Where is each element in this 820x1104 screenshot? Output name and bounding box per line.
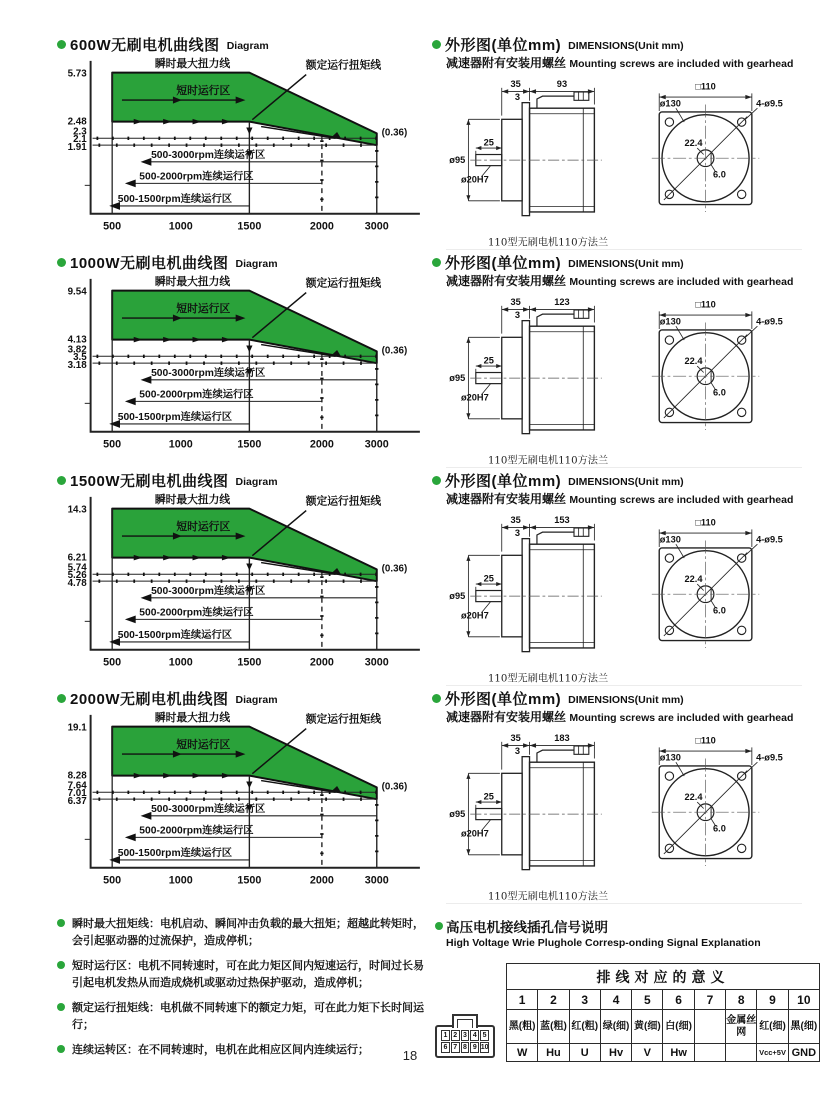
chart-title-en: Diagram (235, 693, 278, 706)
chart-title-en: Diagram (226, 39, 269, 52)
dims-title-zh: 外形图(单位mm) (445, 254, 562, 272)
y-tick: 6.21 (67, 552, 87, 564)
dim-key-width: 6.0 (713, 823, 726, 834)
bullet-icon (435, 922, 443, 930)
y-tick: 3.18 (67, 360, 87, 372)
wire-color-cell (694, 1010, 725, 1044)
zone-2000-label: 500-2000rpm连续运行区 (139, 607, 254, 619)
dim-square-flange: □110 (695, 299, 716, 310)
pin-number-cell: 8 (726, 990, 757, 1010)
wire-color-cell: 绿(细) (600, 1010, 631, 1044)
y-tick: 19.1 (67, 722, 87, 734)
torque-chart-block (57, 470, 432, 688)
x-tick: 500 (103, 438, 122, 451)
pin-number-cell: 4 (600, 990, 631, 1010)
x-tick: 3000 (364, 220, 389, 233)
y-tick: 7.64 (67, 780, 87, 792)
peak-line-label: 瞬时最大扭力线 (154, 493, 231, 506)
torque-curve-chart (57, 709, 429, 905)
end-value-label: (0.36) (381, 127, 408, 139)
zone-1500-label: 500-1500rpm连续运行区 (117, 412, 233, 423)
rated-line-label: 额定运行扭矩线 (305, 59, 382, 72)
bullet-icon (432, 40, 441, 49)
x-tick: 3000 (364, 438, 389, 451)
wire-color-row (507, 1010, 820, 1044)
chart-title-zh: 2000W无刷电机曲线图 (70, 690, 229, 708)
bullet-icon (432, 694, 441, 703)
dims-subtitle-zh: 减速器附有安装用螺丝 (446, 710, 567, 724)
pin-number-cell: 7 (694, 990, 725, 1010)
dim-shaft-key-height: 22.4 (684, 574, 703, 585)
dims-subtitle-en: Mounting screws are included with gearhead (569, 276, 794, 288)
dim-shaft-length: 25 (483, 355, 494, 366)
connector-pin: 4 (470, 1030, 479, 1041)
dimensions-block (432, 688, 810, 906)
pin-number-cell: 2 (538, 990, 569, 1010)
page-number: 18 (402, 1048, 418, 1063)
zone-1500-label: 500-1500rpm连续运行区 (117, 630, 233, 641)
x-tick: 1500 (237, 220, 262, 233)
y-tick: 6.37 (67, 796, 87, 808)
bullet-icon (432, 476, 441, 485)
dim-shaft-length: 25 (483, 137, 494, 148)
dims-title-en: DIMENSIONS(Unit mm) (568, 475, 684, 488)
note-text: 连续运转区：在不同转速时，电机在此相应区间内连续运行； (72, 1044, 369, 1056)
footer-area (57, 916, 820, 1068)
section-divider (446, 249, 802, 250)
dim-shaft-key-height: 22.4 (684, 138, 703, 149)
pin-number-cell: 6 (663, 990, 694, 1010)
dims-title (432, 470, 810, 490)
x-tick: 1000 (168, 656, 193, 669)
chart-title-zh: 1500W无刷电机曲线图 (70, 472, 229, 490)
chart-title-zh: 600W无刷电机曲线图 (70, 36, 220, 54)
dim-shaft-length: 25 (483, 791, 494, 802)
catalog-section (0, 34, 820, 252)
y-tick: 2.48 (67, 116, 87, 128)
peak-line-label: 瞬时最大扭力线 (154, 275, 231, 288)
front-view (652, 529, 759, 648)
zone-3000-label: 500-3000rpm连续运行区 (151, 585, 266, 597)
rated-line-label: 额定运行扭矩线 (305, 713, 382, 726)
dims-title-zh: 外形图(单位mm) (445, 472, 562, 490)
connector-pin: 6 (441, 1042, 450, 1053)
catalog-section (0, 688, 820, 906)
x-tick: 1500 (237, 438, 262, 451)
y-tick: 3.82 (67, 344, 87, 356)
torque-curve-chart (57, 491, 429, 687)
y-tick: 2.3 (73, 126, 87, 138)
bullet-icon (57, 258, 66, 267)
short-zone-label: 短时运行区 (176, 303, 231, 316)
drawing-caption: 110型无刷电机110方法兰 (487, 891, 609, 903)
dim-front-length: 35 (510, 296, 521, 307)
pin-number-cell: 1 (507, 990, 538, 1010)
chart-title-zh: 1000W无刷电机曲线图 (70, 254, 229, 272)
dim-body-length: 93 (556, 78, 568, 89)
dim-shaft-key-height: 22.4 (684, 356, 703, 367)
dimensions-block (432, 470, 810, 688)
dims-subtitle (446, 272, 810, 289)
y-tick: 7.01 (67, 788, 87, 800)
dims-subtitle-en: Mounting screws are included with gearhead (569, 494, 794, 506)
x-tick: 1500 (237, 656, 262, 669)
x-tick: 2000 (309, 874, 334, 887)
table-title-row (507, 964, 820, 990)
dim-circle-diameter: ø130 (659, 534, 681, 545)
notes-list (57, 916, 429, 1068)
dim-circle-diameter: ø130 (659, 316, 681, 327)
chart-title-en: Diagram (235, 475, 278, 488)
dim-body-diameter: ø95 (449, 590, 466, 601)
dims-subtitle-en: Mounting screws are included with gearhead (569, 712, 794, 724)
dim-body-diameter: ø95 (449, 808, 466, 819)
dimension-drawing (432, 509, 804, 685)
note-bullet-icon (57, 1003, 65, 1011)
dims-title (432, 688, 810, 708)
dim-body-diameter: ø95 (449, 372, 466, 383)
x-tick: 1500 (237, 874, 262, 887)
x-tick: 500 (103, 874, 122, 887)
wiring-title-en: High Voltage Wrie Plughole Corresp-onding Signal Explanation (446, 937, 761, 949)
dim-key-width: 6.0 (713, 169, 726, 180)
signal-cell: GND (788, 1044, 819, 1062)
dim-shaft-diameter: ø20H7 (461, 610, 489, 621)
y-tick: 4.13 (67, 334, 87, 346)
dim-key-width: 6.0 (713, 387, 726, 398)
signal-cell: W (507, 1044, 538, 1062)
bullet-icon (57, 40, 66, 49)
signal-cell: Vcc+5V (757, 1044, 788, 1062)
dims-title (432, 252, 810, 272)
peak-line-label: 瞬时最大扭力线 (154, 711, 231, 724)
catalog-section (0, 252, 820, 470)
dim-plate: 3 (514, 745, 521, 756)
dimensions-block (432, 34, 810, 252)
connector-pin: 8 (461, 1042, 470, 1053)
dims-subtitle (446, 54, 810, 71)
short-zone-label: 短时运行区 (176, 739, 231, 752)
pin-number-row (507, 990, 820, 1010)
wire-color-cell: 黑(细) (788, 1010, 819, 1044)
rated-line-label: 额定运行扭矩线 (305, 277, 382, 290)
wire-color-cell: 红(细) (757, 1010, 788, 1044)
dims-subtitle-zh: 减速器附有安装用螺丝 (446, 492, 567, 506)
dim-mounting-holes: 4-ø9.5 (756, 316, 783, 327)
note-text: 短时运行区：电机不同转速时，可在此力矩区间内短速运行，时间过长易引起电机发热从而造成烧机或驱动过热保护驱动，造成停机； (72, 960, 424, 989)
connector-pin: 3 (461, 1030, 470, 1041)
wire-color-cell: 白(细) (663, 1010, 694, 1044)
dim-mounting-holes: 4-ø9.5 (756, 752, 783, 763)
dims-subtitle (446, 708, 810, 725)
end-value-label: (0.36) (381, 781, 408, 793)
x-tick: 1000 (168, 220, 193, 233)
drawing-caption: 110型无刷电机110方法兰 (487, 673, 609, 685)
zone-1500-label: 500-1500rpm连续运行区 (117, 194, 233, 205)
wire-color-cell: 红(粗) (569, 1010, 600, 1044)
dim-square-flange: □110 (695, 735, 716, 746)
torque-chart-block (57, 252, 432, 470)
signal-cell: Hw (663, 1044, 694, 1062)
torque-chart-block (57, 688, 432, 906)
zone-2000-label: 500-2000rpm连续运行区 (139, 171, 254, 183)
dims-title (432, 34, 810, 54)
dim-square-flange: □110 (695, 517, 716, 528)
side-view (466, 524, 601, 652)
side-view (466, 742, 601, 870)
front-view (652, 311, 759, 430)
wiring-table-title: 排线对应的意义 (507, 964, 820, 990)
dim-plate: 3 (514, 91, 521, 102)
connector-pin: 10 (480, 1044, 489, 1051)
signal-cell: Hv (600, 1044, 631, 1062)
signal-cell: U (569, 1044, 600, 1062)
connector-pin: 5 (480, 1030, 489, 1041)
dims-title-zh: 外形图(单位mm) (445, 36, 562, 54)
y-tick: 5.26 (67, 570, 87, 582)
chart-title-en: Diagram (235, 257, 278, 270)
dim-circle-diameter: ø130 (659, 98, 681, 109)
y-tick: 8.28 (67, 770, 87, 782)
dim-body-length: 123 (554, 296, 570, 307)
sections-container (0, 34, 820, 906)
dims-title-zh: 外形图(单位mm) (445, 690, 562, 708)
x-tick: 1000 (168, 874, 193, 887)
torque-curve-chart (57, 273, 429, 469)
pin-number-cell: 3 (569, 990, 600, 1010)
pin-number-cell: 5 (632, 990, 663, 1010)
short-zone-label: 短时运行区 (176, 521, 231, 534)
dims-subtitle-zh: 减速器附有安装用螺丝 (446, 274, 567, 288)
drawing-caption: 110型无刷电机110方法兰 (487, 237, 609, 249)
wire-color-cell: 黑(粗) (507, 1010, 538, 1044)
dim-plate: 3 (514, 309, 521, 320)
bullet-icon (57, 476, 66, 485)
dimensions-block (432, 252, 810, 470)
chart-title (57, 470, 432, 490)
dim-front-length: 35 (510, 78, 521, 89)
dim-plate: 3 (514, 527, 521, 538)
x-tick: 500 (103, 220, 122, 233)
note-item (57, 916, 429, 949)
y-tick: 1.91 (67, 142, 87, 154)
rated-line-label: 额定运行扭矩线 (305, 495, 382, 508)
dim-key-width: 6.0 (713, 605, 726, 616)
note-bullet-icon (57, 919, 65, 927)
y-tick: 4.78 (67, 578, 87, 590)
dim-body-diameter: ø95 (449, 154, 466, 165)
torque-chart-block (57, 34, 432, 252)
chart-title (57, 252, 432, 272)
connector-pin: 7 (451, 1042, 460, 1053)
x-tick: 1000 (168, 438, 193, 451)
note-text: 额定运行扭矩线：电机做不同转速下的额定力矩，可在此力矩下长时间运行； (72, 1002, 424, 1031)
dims-subtitle-zh: 减速器附有安装用螺丝 (446, 56, 567, 70)
drawing-caption: 110型无刷电机110方法兰 (487, 455, 609, 467)
dim-body-length: 183 (554, 732, 570, 743)
pin-number-cell: 10 (788, 990, 819, 1010)
wire-color-cell: 蓝(粗) (538, 1010, 569, 1044)
chart-title (57, 34, 432, 54)
section-divider (446, 903, 802, 904)
dim-shaft-diameter: ø20H7 (461, 174, 489, 185)
zone-1500-label: 500-1500rpm连续运行区 (117, 848, 233, 859)
dim-front-length: 35 (510, 732, 521, 743)
dims-title-en: DIMENSIONS(Unit mm) (568, 257, 684, 270)
dim-body-length: 153 (554, 514, 570, 525)
front-view (652, 747, 759, 866)
short-zone-label: 短时运行区 (176, 85, 231, 98)
y-tick: 9.54 (67, 286, 87, 298)
bullet-icon (432, 258, 441, 267)
x-tick: 2000 (309, 438, 334, 451)
pin-number-cell: 9 (757, 990, 788, 1010)
x-tick: 2000 (309, 656, 334, 669)
section-divider (446, 467, 802, 468)
dimension-drawing (432, 727, 804, 903)
connector-pin: 1 (441, 1030, 450, 1041)
zone-3000-label: 500-3000rpm连续运行区 (151, 803, 266, 815)
front-view (652, 93, 759, 212)
note-item (57, 1000, 429, 1033)
y-tick: 5.74 (67, 562, 87, 574)
wiring-title-zh: 高压电机接线插孔信号说明 (446, 920, 608, 935)
side-view (466, 88, 601, 216)
bullet-icon (57, 694, 66, 703)
connector-latch-icon (452, 1014, 478, 1028)
dims-title-en: DIMENSIONS(Unit mm) (568, 39, 684, 52)
zone-2000-label: 500-2000rpm连续运行区 (139, 825, 254, 837)
wiring-title (435, 916, 820, 936)
wire-color-cell: 金属丝网 (726, 1010, 757, 1044)
dims-title-en: DIMENSIONS(Unit mm) (568, 693, 684, 706)
dim-shaft-diameter: ø20H7 (461, 392, 489, 403)
y-tick: 5.73 (67, 68, 87, 80)
zone-3000-label: 500-3000rpm连续运行区 (151, 367, 266, 379)
note-text: 瞬时最大扭矩线：电机启动、瞬间冲击负载的最大扭矩；超越此转矩时，会引起驱动器的过流保护，造成停机； (72, 918, 424, 947)
zone-2000-label: 500-2000rpm连续运行区 (139, 389, 254, 401)
section-divider (446, 685, 802, 686)
end-value-label: (0.36) (381, 345, 408, 357)
dim-shaft-diameter: ø20H7 (461, 828, 489, 839)
connector-pin: 2 (451, 1030, 460, 1041)
side-view (466, 306, 601, 434)
dim-circle-diameter: ø130 (659, 752, 681, 763)
zone-3000-label: 500-3000rpm连续运行区 (151, 149, 266, 161)
y-tick: 3.5 (73, 352, 87, 364)
peak-line-label: 瞬时最大扭力线 (154, 57, 231, 70)
dim-mounting-holes: 4-ø9.5 (756, 98, 783, 109)
dimension-drawing (432, 73, 804, 249)
note-item (57, 958, 429, 991)
signal-cell: Hu (538, 1044, 569, 1062)
wire-color-cell: 黄(细) (632, 1010, 663, 1044)
dim-front-length: 35 (510, 514, 521, 525)
dim-shaft-length: 25 (483, 573, 494, 584)
catalog-section (0, 470, 820, 688)
dim-shaft-key-height: 22.4 (684, 792, 703, 803)
dim-square-flange: □110 (695, 81, 716, 92)
x-tick: 3000 (364, 874, 389, 887)
y-tick: 2.1 (73, 134, 87, 146)
torque-curve-chart (57, 55, 429, 251)
signal-cell: V (632, 1044, 663, 1062)
x-tick: 500 (103, 656, 122, 669)
chart-title (57, 688, 432, 708)
connector-pin: 9 (470, 1042, 479, 1053)
note-bullet-icon (57, 961, 65, 969)
wiring-section (435, 916, 820, 1068)
dims-subtitle (446, 490, 810, 507)
end-value-label: (0.36) (381, 563, 408, 575)
x-tick: 3000 (364, 656, 389, 669)
y-tick: 14.3 (67, 504, 87, 516)
x-tick: 2000 (309, 220, 334, 233)
dimension-drawing (432, 291, 804, 467)
dims-subtitle-en: Mounting screws are included with gearhead (569, 58, 794, 70)
dim-mounting-holes: 4-ø9.5 (756, 534, 783, 545)
